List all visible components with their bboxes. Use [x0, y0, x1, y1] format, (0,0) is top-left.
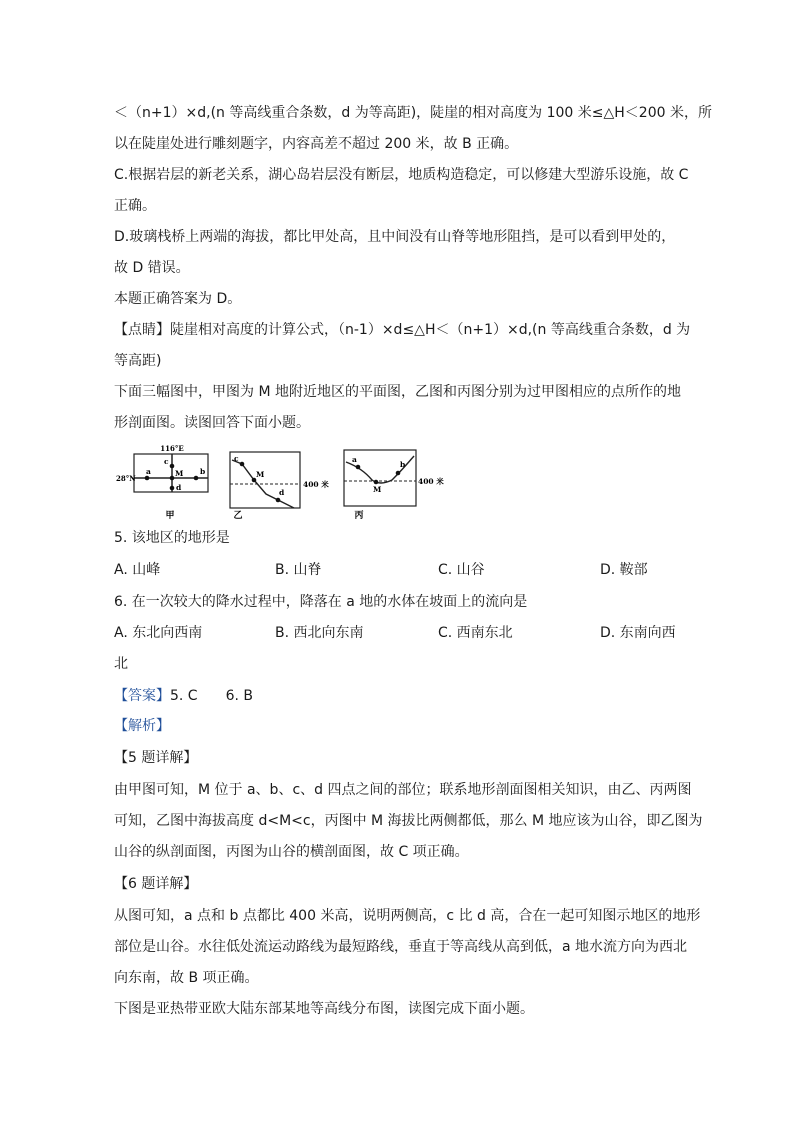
point-label: M — [175, 469, 184, 478]
analysis-label: 【解析】 — [114, 718, 170, 734]
point-label: d — [279, 488, 285, 497]
point-label: b — [200, 467, 206, 476]
q6-detail-title: 【6 题详解】 — [114, 876, 198, 892]
text-line: 故 D 错误。 — [114, 260, 190, 276]
q6-detail-line: 部位是山谷。水往低处流运动路线为最短路线，垂直于等高线从高到低，a 地水流方向为西北 — [114, 939, 688, 955]
q5-detail-title: 【5 题详解】 — [114, 750, 198, 766]
point-label: c — [164, 457, 169, 466]
point-label: c — [234, 454, 239, 463]
contour-level-label: 400 米 — [303, 480, 329, 489]
text-line: C.根据岩层的新老关系，湖心岛岩层没有断层，地质构造稳定，可以修建大型游乐设施，故 C — [114, 167, 689, 183]
point-label: a — [146, 467, 151, 476]
answer-label: 【答案】 — [114, 688, 170, 704]
tip-line: 等高距) — [114, 353, 162, 369]
figure-caption: 乙 — [233, 511, 243, 520]
q5-detail-line: 山谷的纵剖面图，丙图为山谷的横剖面图，故 C 项正确。 — [114, 844, 469, 860]
point-label: M — [373, 485, 382, 494]
answer-text: 5. C 6. B — [170, 688, 253, 704]
point-label: d — [176, 483, 182, 492]
figure-caption: 甲 — [165, 511, 175, 520]
lat-label: 28°N — [116, 474, 136, 483]
q5-option-b: B. 山脊 — [275, 562, 322, 578]
intro-line: 形剖面图。读图回答下面小题。 — [114, 415, 310, 431]
text-line: D.玻璃栈桥上两端的海拔，都比甲处高，且中间没有山脊等地形阻挡，是可以看到甲处的， — [114, 229, 676, 245]
question-5-stem: 5. 该地区的地形是 — [114, 530, 230, 546]
q6-option-d-wrap: 北 — [114, 656, 128, 672]
q5-option-a: A. 山峰 — [114, 562, 161, 578]
tip-line: 【点睛】陡崖相对高度的计算公式，（n-1）×d≤△H＜（n+1）×d,(n 等高线重合条数，d 为 — [114, 322, 691, 338]
figure-jia — [116, 444, 208, 520]
q6-option-b: B. 西北向东南 — [275, 625, 364, 641]
q5-detail-line: 由甲图可知，M 位于 a、b、c、d 四点之间的部位；联系地形剖面图相关知识，由乙、丙两图 — [114, 782, 692, 798]
figure-group — [114, 440, 444, 520]
q5-option-c: C. 山谷 — [438, 562, 485, 578]
text-line: 正确。 — [114, 198, 156, 214]
next-intro-line: 下图是亚热带亚欧大陆东部某地等高线分布图，读图完成下面小题。 — [114, 1001, 534, 1017]
lon-label: 116°E — [160, 444, 184, 453]
figure-yi — [230, 452, 329, 520]
text-line: 以在陡崖处进行雕刻题字，内容高差不超过 200 米，故 B 正确。 — [114, 136, 519, 152]
q5-option-d: D. 鞍部 — [600, 562, 648, 578]
terrain-figures — [114, 440, 444, 520]
q6-detail-line: 向东南，故 B 项正确。 — [114, 970, 259, 986]
contour-level-label: 400 米 — [418, 477, 444, 486]
q6-option-d: D. 东南向西 — [600, 625, 676, 641]
intro-line: 下面三幅图中，甲图为 M 地附近地区的平面图，乙图和丙图分别为过甲图相应的点所作的地 — [114, 384, 681, 400]
point-label: a — [352, 455, 357, 464]
text-line: 本题正确答案为 D。 — [114, 291, 242, 307]
q5-detail-line: 可知，乙图中海拔高度 d<M<c，丙图中 M 海拔比两侧都低，那么 M 地应该为山谷，即乙图为 — [114, 813, 703, 829]
answer-line — [114, 686, 253, 706]
figure-caption: 丙 — [354, 511, 364, 520]
q6-detail-line: 从图可知，a 点和 b 点都比 400 米高，说明两侧高，c 比 d 高，合在一起可知图示地区的地形 — [114, 908, 701, 924]
point-label: b — [400, 460, 406, 469]
q6-option-c: C. 西南东北 — [438, 625, 513, 641]
q6-option-a: A. 东北向西南 — [114, 625, 203, 641]
figure-bing — [344, 450, 444, 520]
text-line: ＜（n+1）×d,(n 等高线重合条数，d 为等高距)，陡崖的相对高度为 100 米≤△H＜200 米，所 — [114, 105, 712, 121]
question-6-stem: 6. 在一次较大的降水过程中，降落在 a 地的水体在坡面上的流向是 — [114, 594, 528, 610]
point-label: M — [256, 470, 265, 479]
